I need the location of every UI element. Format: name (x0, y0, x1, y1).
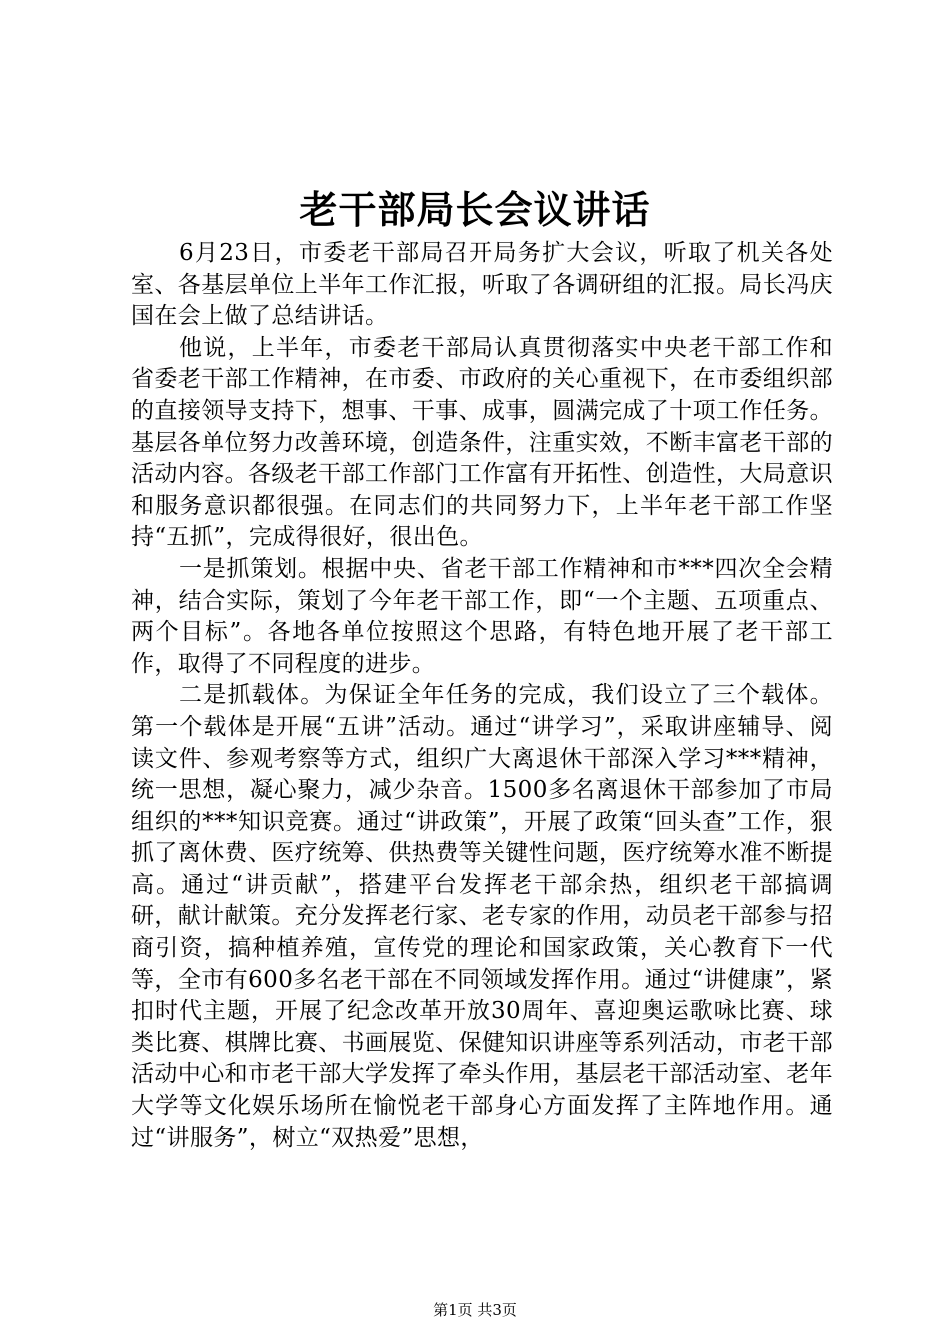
paragraph-2: 他说，上半年，市委老干部局认真贯彻落实中央老干部工作和省委老干部工作精神，在市委、市政府的关心重视下，在市委组织部的直接领导支持下，想事、干事、成事，圆满完成了十项工作任务。基层各单位努力改善环境，创造条件，注重实效，不断丰富老干部的活动内容。各级老干部工作部门工作富有开拓性、创造性，大局意识和服务意识都很强。在同志们的共同努力下，上半年老干部工作坚持“五抓”，完成得很好，很出色。 (131, 334, 833, 551)
paragraph-4: 二是抓载体。为保证全年任务的完成，我们设立了三个载体。第一个载体是开展“五讲”活动。通过“讲学习”，采取讲座辅导、阅读文件、参观考察等方式，组织广大离退休干部深入学习***精神，统一思想，凝心聚力，减少杂音。1500多名离退休干部参加了市局组织的***知识竞赛。通过“讲政策”，开展了政策“回头查”工作，狠抓了离休费、医疗统筹、供热费等关键性问题，医疗统筹水准不断提高。通过“讲贡献”，搭建平台发挥老干部余热，组织老干部搞调研，献计献策。充分发挥老行家、老专家的作用，动员老干部参与招商引资，搞种植养殖，宣传党的理论和国家政策，关心教育下一代等，全市有600多名老干部在不同领域发挥作用。通过“讲健康”，紧扣时代主题，开展了纪念改革开放30周年、喜迎奥运歌咏比赛、球类比赛、棋牌比赛、书画展览、保健知识讲座等系列活动，市老干部活动中心和市老干部大学发挥了牵头作用，基层老干部活动室、老年大学等文化娱乐场所在愉悦老干部身心方面发挥了主阵地作用。通过“讲服务”，树立“双热爱”思想， (131, 682, 833, 1151)
page-title: 老干部局长会议讲话 (299, 188, 651, 232)
paragraph-3: 一是抓策划。根据中央、省老干部工作精神和市***四次全会精神，结合实际，策划了今年老干部工作，即“一个主题、五项重点、两个目标”。各地各单位按照这个思路，有特色地开展了老干部工作，取得了不同程度的进步。 (131, 555, 833, 677)
paragraph-1: 6月23日，市委老干部局召开局务扩大会议，听取了机关各处室、各基层单位上半年工作汇报，听取了各调研组的汇报。局长冯庆国在会上做了总结讲话。 (131, 240, 833, 330)
document-body (131, 238, 833, 1154)
page-number-footer: 第1页 共3页 (433, 1301, 517, 1319)
